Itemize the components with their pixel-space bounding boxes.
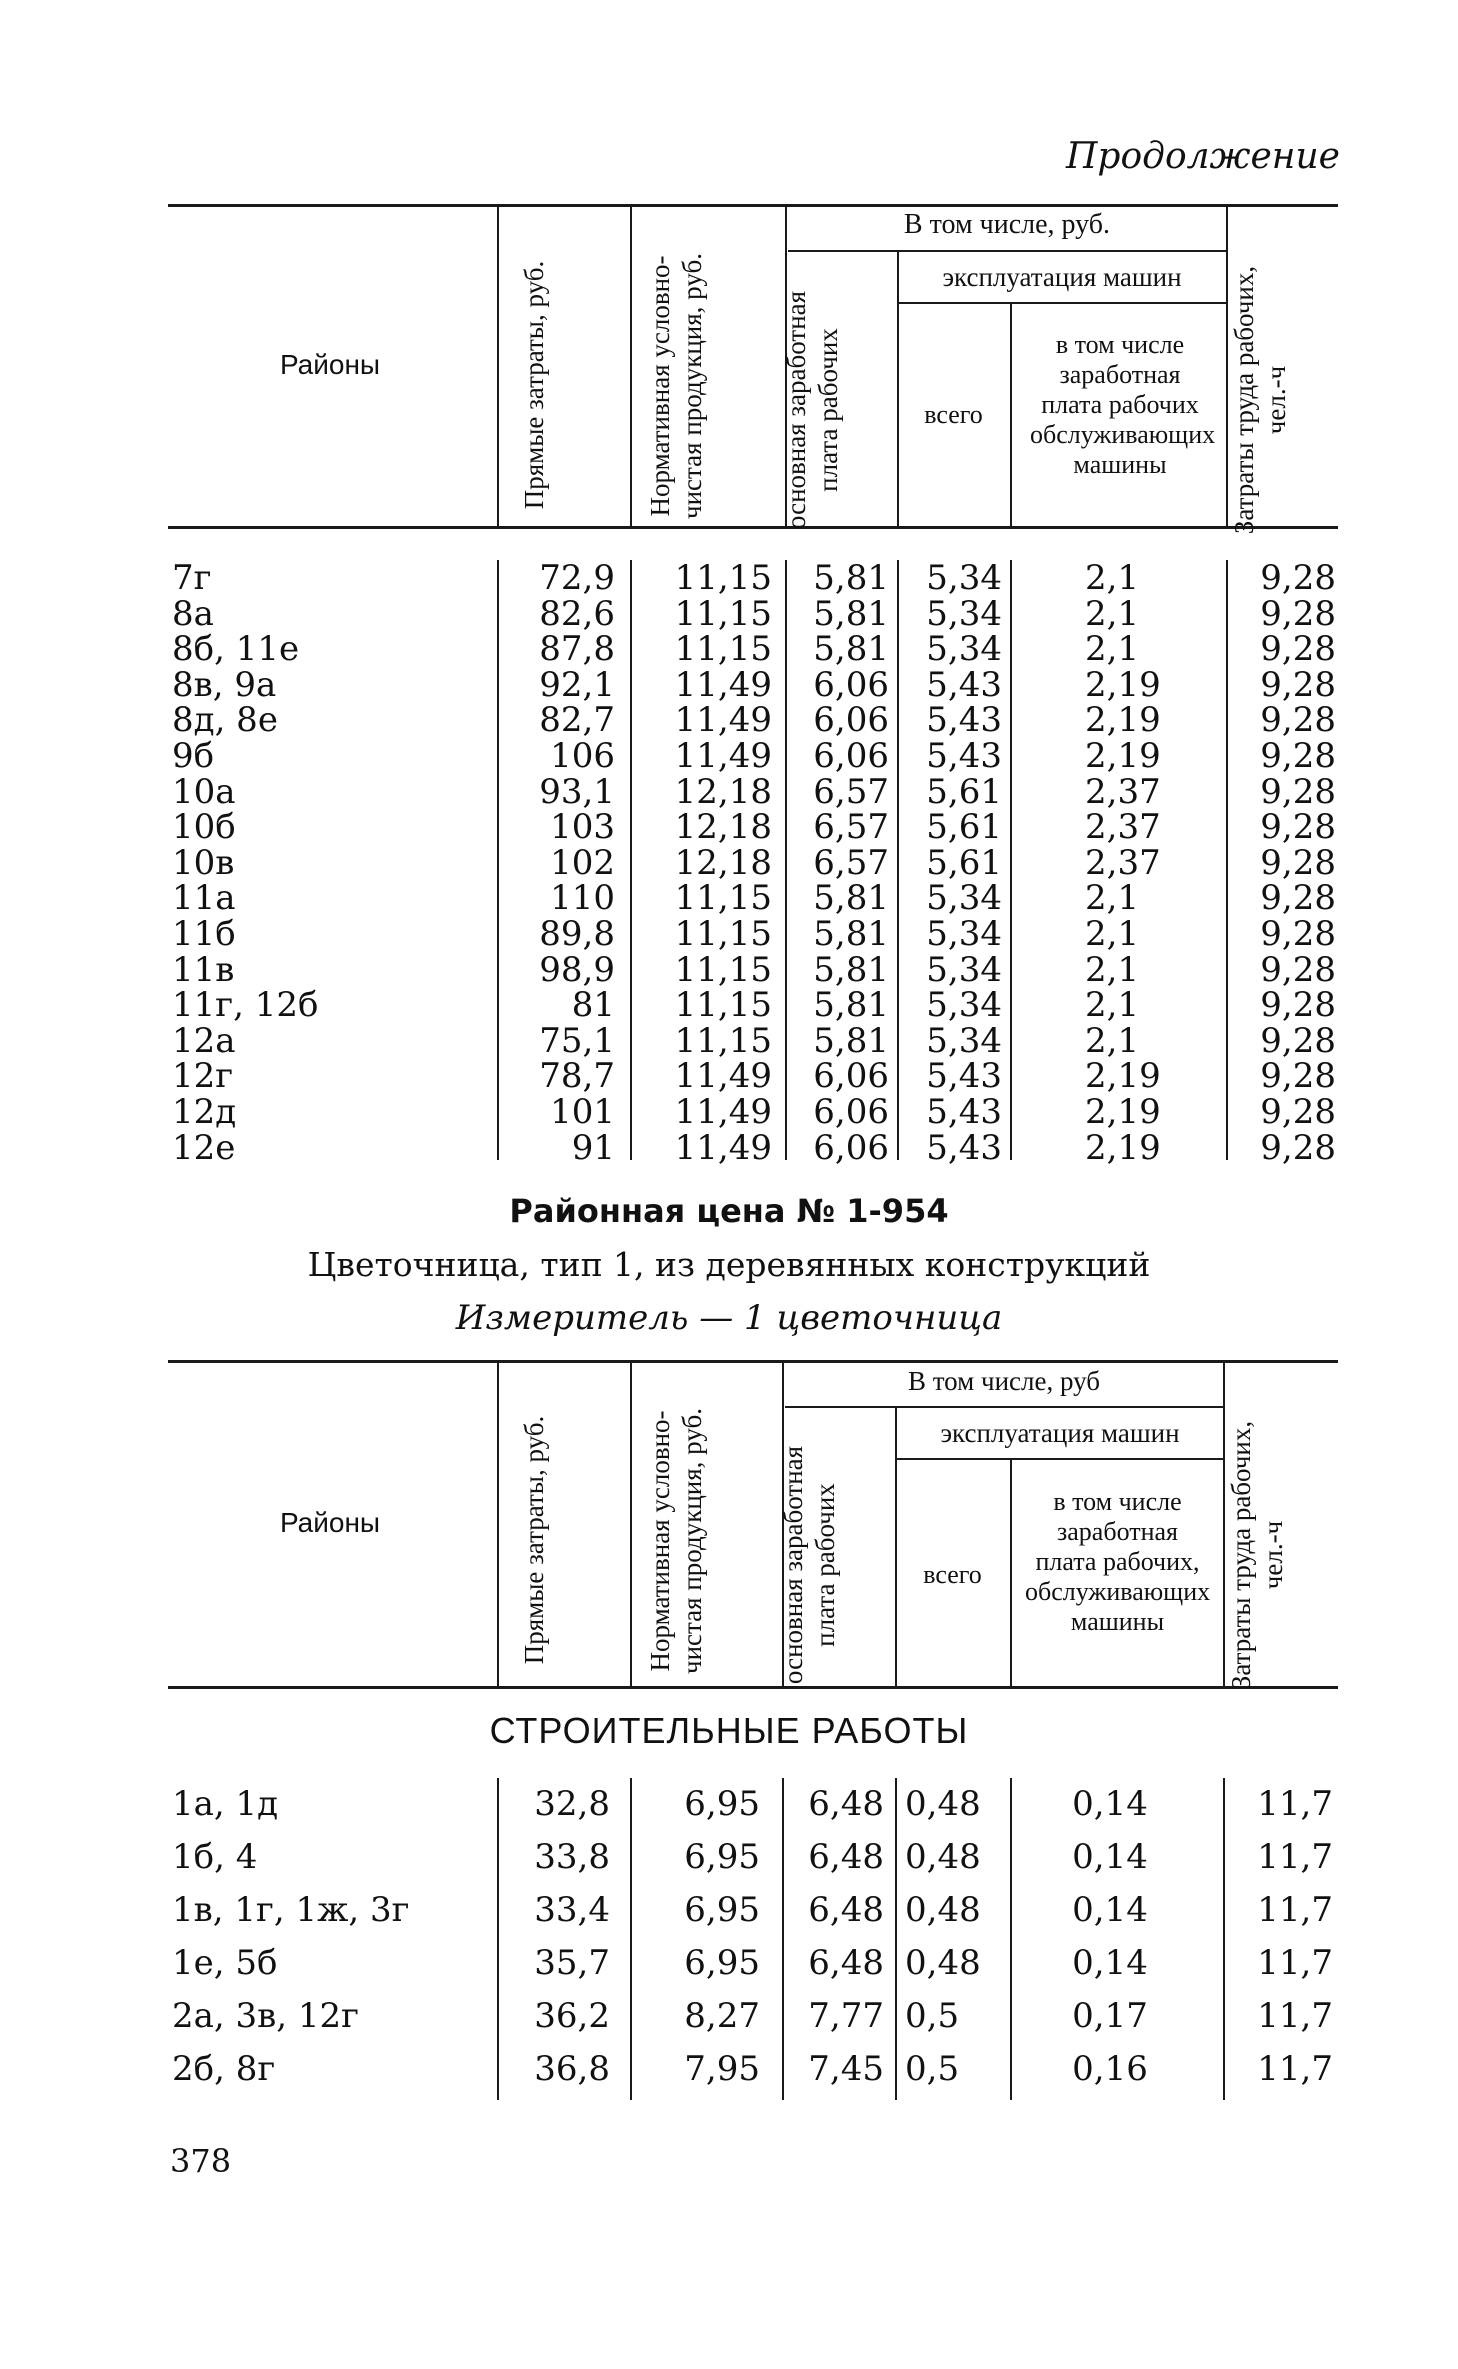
continuation-label: Продолжение <box>1066 136 1340 177</box>
cell-direct: 87,8 <box>539 629 615 670</box>
cell-wages: 5,81 <box>813 949 889 990</box>
cell-region: 8б, 11е <box>172 629 300 670</box>
cell-labor: 9,28 <box>1260 771 1336 812</box>
cell-direct: 91 <box>571 1127 615 1168</box>
cell-total: 0,5 <box>905 2049 960 2089</box>
cell-region: 12г <box>172 1056 234 1097</box>
cell-region: 1а, 1д <box>172 1784 279 1824</box>
cell-wages: 6,48 <box>808 1837 884 1877</box>
cell-direct: 78,7 <box>539 1056 615 1097</box>
cell-mwages: 2,1 <box>1085 985 1140 1026</box>
cell-mwages: 0,16 <box>1072 2049 1148 2089</box>
direct-costs-header-2: Прямые затраты, руб. <box>519 1415 549 1665</box>
cell-norm: 11,49 <box>674 736 772 776</box>
cell-direct: 89,8 <box>539 914 615 954</box>
cell-total: 5,61 <box>926 807 1002 848</box>
cell-total: 5,34 <box>926 985 1002 1026</box>
cell-total: 5,34 <box>926 914 1002 954</box>
cell-total: 0,48 <box>905 1890 981 1930</box>
cell-mwages: 2,1 <box>1085 593 1140 634</box>
cell-region: 11г, 12б <box>172 985 319 1026</box>
cell-norm: 11,15 <box>674 949 772 990</box>
cell-region: 11б <box>172 914 236 954</box>
cell-total: 0,48 <box>905 1784 981 1824</box>
cell-mwages: 2,19 <box>1085 736 1161 776</box>
cell-labor: 9,28 <box>1260 878 1336 919</box>
cell-total: 5,34 <box>926 593 1002 634</box>
cell-labor: 9,28 <box>1260 664 1336 705</box>
cell-direct: 106 <box>550 736 615 776</box>
cell-labor: 11,7 <box>1257 1943 1333 1983</box>
cell-direct: 33,4 <box>534 1890 610 1930</box>
cell-total: 5,43 <box>926 736 1002 776</box>
cell-norm: 12,18 <box>674 842 772 883</box>
cell-wages: 6,48 <box>808 1890 884 1930</box>
including-header: В том числе, руб. <box>903 209 1111 240</box>
machine-op-header-2: эксплуатация машин <box>940 1418 1180 1448</box>
cell-wages: 6,06 <box>813 736 889 776</box>
cell-region: 10в <box>172 842 235 883</box>
cell-labor: 9,28 <box>1260 842 1336 883</box>
cell-direct: 93,1 <box>539 771 615 812</box>
cell-region: 8д, 8е <box>172 700 278 741</box>
labor-header: Затраты труда рабочих, чел.-ч <box>1229 265 1291 535</box>
section-measure: Измеритель — 1 цветочница <box>455 1298 1003 1338</box>
cell-labor: 9,28 <box>1260 914 1336 954</box>
cell-total: 5,61 <box>926 842 1002 883</box>
cell-total: 5,34 <box>926 558 1002 598</box>
cell-mwages: 0,14 <box>1072 1784 1148 1824</box>
cell-norm: 11,15 <box>674 985 772 1026</box>
cell-region: 12д <box>172 1092 237 1132</box>
cell-labor: 9,28 <box>1260 807 1336 848</box>
cell-mwages: 2,19 <box>1085 1056 1161 1097</box>
direct-costs-header: Прямые затраты, руб. <box>519 260 549 510</box>
cell-labor: 9,28 <box>1260 1127 1336 1168</box>
cell-total: 5,34 <box>926 878 1002 919</box>
cell-norm: 6,95 <box>684 1890 760 1930</box>
cell-wages: 7,77 <box>808 1996 884 2036</box>
cell-mwages: 2,1 <box>1085 949 1140 990</box>
cell-wages: 6,06 <box>813 700 889 741</box>
cell-norm: 11,15 <box>674 593 772 634</box>
cell-total: 5,43 <box>926 664 1002 705</box>
cell-region: 8а <box>172 593 214 634</box>
cell-region: 10б <box>172 807 236 848</box>
cell-direct: 92,1 <box>539 664 615 705</box>
cell-direct: 98,9 <box>539 949 615 990</box>
cell-total: 0,5 <box>905 1996 960 2036</box>
cell-direct: 101 <box>550 1092 615 1132</box>
cell-total: 5,34 <box>926 1020 1002 1061</box>
cell-wages: 6,57 <box>813 807 889 848</box>
cell-direct: 82,6 <box>539 593 615 634</box>
cell-region: 1б, 4 <box>172 1837 258 1877</box>
cell-norm: 11,49 <box>674 1092 772 1132</box>
cell-mwages: 0,17 <box>1072 1996 1148 2036</box>
cell-total: 5,61 <box>926 771 1002 812</box>
cell-direct: 110 <box>550 878 615 919</box>
cell-labor: 9,28 <box>1260 1020 1336 1061</box>
cell-mwages: 0,14 <box>1072 1943 1148 1983</box>
cell-region: 2б, 8г <box>172 2049 276 2089</box>
cell-wages: 6,06 <box>813 1092 889 1132</box>
cell-mwages: 2,1 <box>1085 1020 1140 1061</box>
cell-labor: 9,28 <box>1260 558 1336 598</box>
cell-norm: 11,49 <box>674 664 772 705</box>
cell-region: 8в, 9а <box>172 664 277 705</box>
cell-region: 11а <box>172 878 236 919</box>
cell-region: 1в, 1г, 1ж, 3г <box>172 1890 410 1930</box>
wages-header-2: основная заработная плата рабочих <box>778 1445 840 1685</box>
regions-header-2: Районы <box>279 1507 381 1538</box>
cell-direct: 33,8 <box>534 1837 610 1877</box>
cell-labor: 11,7 <box>1257 1890 1333 1930</box>
regions-header: Районы <box>279 349 381 380</box>
cell-wages: 6,48 <box>808 1784 884 1824</box>
cell-norm: 6,95 <box>684 1943 760 1983</box>
cell-wages: 5,81 <box>813 985 889 1026</box>
cell-labor: 9,28 <box>1260 700 1336 741</box>
cell-norm: 11,15 <box>674 914 772 954</box>
cell-wages: 6,06 <box>813 1056 889 1097</box>
cell-direct: 102 <box>550 842 615 883</box>
cell-norm: 11,15 <box>674 629 772 670</box>
cell-norm: 11,49 <box>674 1127 772 1168</box>
cell-mwages: 2,1 <box>1085 878 1140 919</box>
cell-total: 0,48 <box>905 1943 981 1983</box>
category-label: СТРОИТЕЛЬНЫЕ РАБОТЫ <box>489 1710 969 1751</box>
cell-region: 9б <box>172 736 215 776</box>
cell-wages: 6,57 <box>813 771 889 812</box>
cell-mwages: 2,1 <box>1085 558 1140 598</box>
cell-direct: 32,8 <box>534 1784 610 1824</box>
cell-mwages: 2,19 <box>1085 700 1161 741</box>
cell-norm: 7,95 <box>684 2049 760 2089</box>
cell-labor: 9,28 <box>1260 949 1336 990</box>
labor-header-2: Затраты труда рабочих, чел.-ч <box>1226 1420 1288 1690</box>
cell-wages: 7,45 <box>808 2049 884 2089</box>
cell-labor: 9,28 <box>1260 629 1336 670</box>
section-subtitle: Цветочница, тип 1, из деревянных конструкций <box>307 1245 1151 1284</box>
cell-norm: 12,18 <box>674 807 772 848</box>
machine-op-header: эксплуатация машин <box>942 262 1182 292</box>
cell-region: 10а <box>172 771 236 812</box>
cell-labor: 9,28 <box>1260 1056 1336 1097</box>
cell-norm: 6,95 <box>684 1784 760 1824</box>
cell-total: 5,43 <box>926 1092 1002 1132</box>
cell-mwages: 2,37 <box>1085 807 1161 848</box>
cell-mwages: 2,19 <box>1085 1092 1161 1132</box>
cell-mwages: 2,1 <box>1085 629 1140 670</box>
cell-wages: 6,06 <box>813 664 889 705</box>
cell-norm: 11,15 <box>674 878 772 919</box>
cell-mwages: 2,19 <box>1085 1127 1161 1168</box>
cell-mwages: 0,14 <box>1072 1837 1148 1877</box>
page-number: 378 <box>170 2142 232 2180</box>
cell-total: 5,34 <box>926 949 1002 990</box>
machine-wages-header: в том числе заработная плата рабочих обслуживающих машины <box>1030 330 1216 479</box>
cell-norm: 12,18 <box>674 771 772 812</box>
cell-total: 0,48 <box>905 1837 981 1877</box>
cell-norm: 11,49 <box>674 1056 772 1097</box>
cell-region: 12а <box>172 1020 236 1061</box>
cell-mwages: 2,19 <box>1085 664 1161 705</box>
cell-wages: 6,57 <box>813 842 889 883</box>
cell-direct: 36,8 <box>534 2049 610 2089</box>
total-header-2: всего <box>923 1560 982 1589</box>
section-title: Районная цена № 1-954 <box>509 1192 949 1230</box>
cell-total: 5,43 <box>926 1056 1002 1097</box>
cell-labor: 9,28 <box>1260 1092 1336 1132</box>
cell-direct: 81 <box>571 985 615 1026</box>
cell-region: 12е <box>172 1127 236 1168</box>
wages-header: основная заработная плата рабочих <box>781 290 843 530</box>
cell-wages: 5,81 <box>813 558 889 598</box>
cell-norm: 6,95 <box>684 1837 760 1877</box>
cell-direct: 75,1 <box>539 1020 615 1061</box>
cell-region: 7г <box>172 558 212 598</box>
cell-total: 5,43 <box>926 1127 1002 1168</box>
cell-labor: 9,28 <box>1260 985 1336 1026</box>
cell-norm: 8,27 <box>684 1996 760 2036</box>
cell-direct: 82,7 <box>539 700 615 741</box>
total-header: всего <box>924 400 983 429</box>
cell-mwages: 2,37 <box>1085 771 1161 812</box>
cell-direct: 36,2 <box>534 1996 610 2036</box>
cell-region: 11в <box>172 949 235 990</box>
cell-region: 2а, 3в, 12г <box>172 1996 359 2036</box>
normative-header-2: Нормативная условно-чистая продукция, руб. <box>645 1408 707 1674</box>
cell-wages: 5,81 <box>813 593 889 634</box>
cell-wages: 5,81 <box>813 629 889 670</box>
cell-labor: 11,7 <box>1257 1996 1333 2036</box>
cell-labor: 11,7 <box>1257 2049 1333 2089</box>
cell-total: 5,34 <box>926 629 1002 670</box>
cell-labor: 9,28 <box>1260 593 1336 634</box>
cell-norm: 11,49 <box>674 700 772 741</box>
cell-norm: 11,15 <box>674 1020 772 1061</box>
cell-wages: 6,48 <box>808 1943 884 1983</box>
including-header-2: В том числе, руб <box>907 1366 1101 1396</box>
cell-wages: 5,81 <box>813 1020 889 1061</box>
cell-total: 5,43 <box>926 700 1002 741</box>
cell-wages: 5,81 <box>813 914 889 954</box>
cell-mwages: 0,14 <box>1072 1890 1148 1930</box>
cell-labor: 11,7 <box>1257 1837 1333 1877</box>
cell-direct: 72,9 <box>539 558 615 598</box>
cell-norm: 11,15 <box>674 558 772 598</box>
machine-wages-header-2: в том числе заработная плата рабочих, обслуживающих машины <box>1025 1487 1211 1636</box>
cell-mwages: 2,37 <box>1085 842 1161 883</box>
cell-direct: 103 <box>550 807 615 848</box>
cell-labor: 9,28 <box>1260 736 1336 776</box>
cell-mwages: 2,1 <box>1085 914 1140 954</box>
cell-labor: 11,7 <box>1257 1784 1333 1824</box>
normative-header: Нормативная условно-чистая продукция, руб. <box>645 253 707 519</box>
cell-wages: 6,06 <box>813 1127 889 1168</box>
cell-direct: 35,7 <box>534 1943 610 1983</box>
cell-region: 1е, 5б <box>172 1943 278 1983</box>
cell-wages: 5,81 <box>813 878 889 919</box>
